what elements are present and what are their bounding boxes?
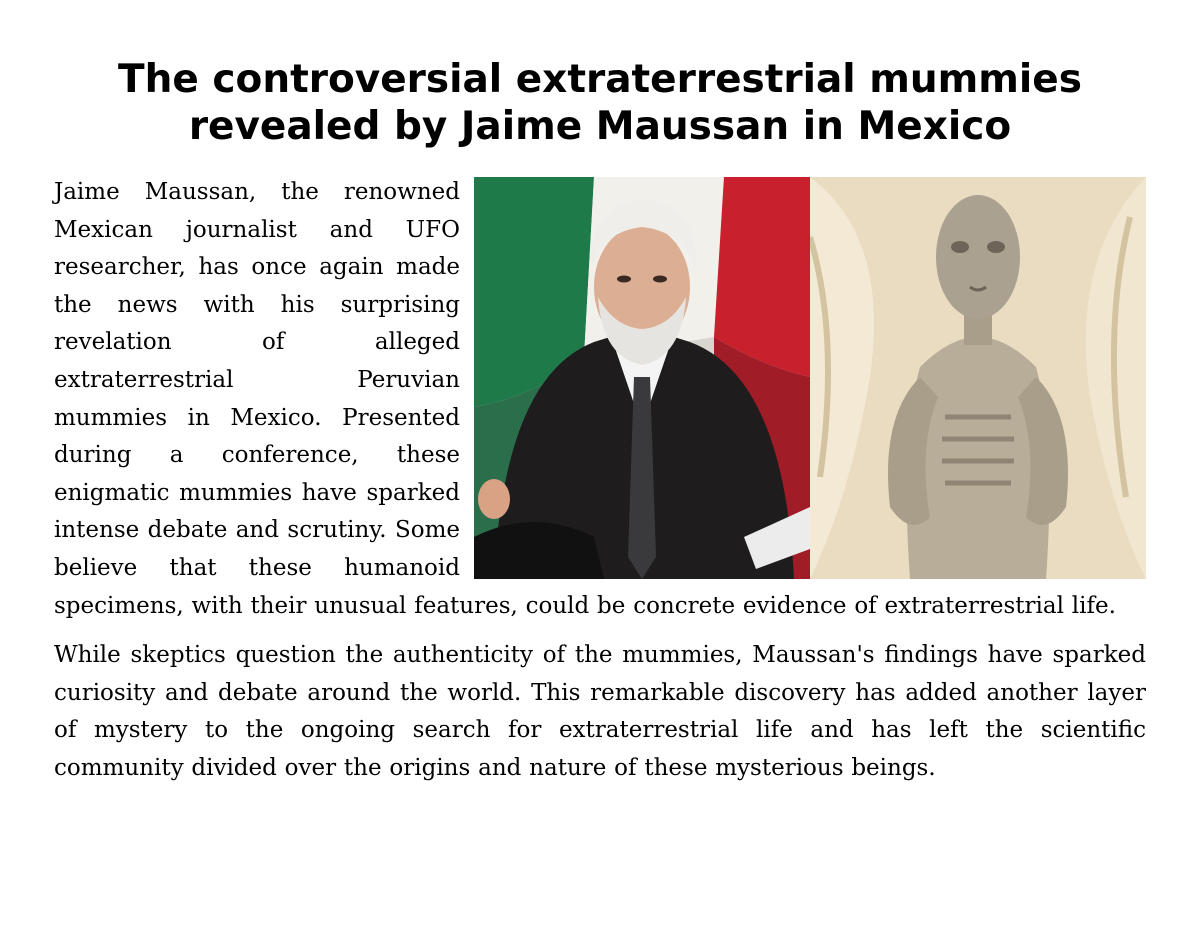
article-figure [474,177,1146,579]
maussan-photo [474,177,810,579]
mummy-photo [810,177,1146,579]
article-paragraph: Jaime Maussan, the renowned Mexican journalist and UFO researcher, has once again made the news with his surprising revelation of alleged extraterrestrial Peruvian mummies in Mexico. Presented during a conference, these enigmatic mummies have sparked intense debate and scrutiny. Some believe that these humanoid specimens, with their unusual features, could be concrete evidence of extraterrestrial life. [54,179,1116,619]
article-paragraph: While skeptics question the authenticity of the mummies, Maussan's findings have sparked curiosity and debate around the world. This remarkable discovery has added another layer of mystery to the ongoing search for extraterrestrial life and has left the scientific community divided over the origins and nature of these mysterious beings. [54,642,1146,781]
article-title: The controversial extraterrestrial mummies revealed by Jaime Maussan in Mexico [118,57,1082,149]
article-body [54,174,1146,800]
